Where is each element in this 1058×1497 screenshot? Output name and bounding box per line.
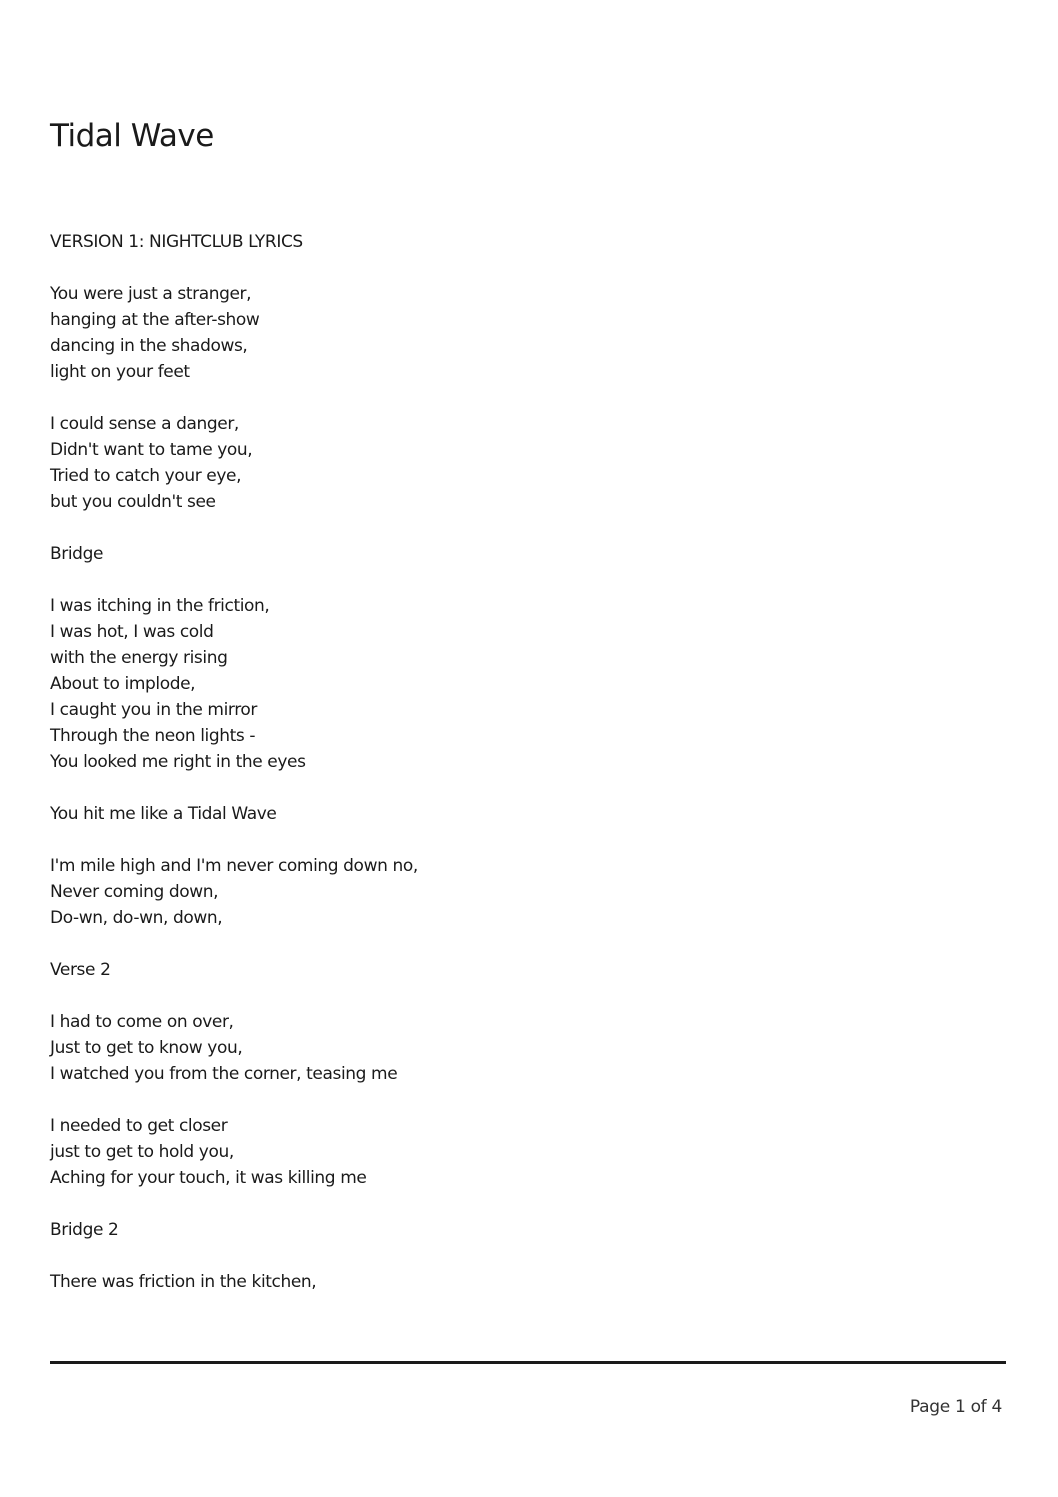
lyric-line: Bridge <box>50 544 104 564</box>
lyric-line: Through the neon lights - <box>50 726 256 746</box>
blank-line <box>50 1243 990 1269</box>
lyric-line: I could sense a danger, <box>50 414 239 434</box>
blank-line <box>50 1191 990 1217</box>
blank-line <box>50 983 990 1009</box>
footer-divider <box>50 1361 1006 1364</box>
lyric-line: I was hot, I was cold <box>50 622 214 642</box>
lyric-line: You hit me like a Tidal Wave <box>50 804 277 824</box>
blank-line <box>50 567 990 593</box>
lyric-line: I needed to get closer <box>50 1116 228 1136</box>
lyric-line: VERSION 1: NIGHTCLUB LYRICS <box>50 232 303 252</box>
lyric-line: There was friction in the kitchen, <box>50 1272 317 1292</box>
lyric-line: You looked me right in the eyes <box>50 752 306 772</box>
lyric-line: hanging at the after-show <box>50 310 260 330</box>
lyric-line: I had to come on over, <box>50 1012 234 1032</box>
lyric-line: Bridge 2 <box>50 1220 119 1240</box>
lyric-line: light on your feet <box>50 362 190 382</box>
lyric-line: I'm mile high and I'm never coming down no, <box>50 856 418 876</box>
lyric-line: dancing in the shadows, <box>50 336 248 356</box>
lyric-line: with the energy rising <box>50 648 228 668</box>
lyric-line: Verse 2 <box>50 960 111 980</box>
lyric-line: I caught you in the mirror <box>50 700 258 720</box>
lyric-line: You were just a stranger, <box>50 284 252 304</box>
lyric-line: but you couldn't see <box>50 492 216 512</box>
blank-line <box>50 515 990 541</box>
blank-line <box>50 775 990 801</box>
lyric-line: just to get to hold you, <box>50 1142 234 1162</box>
lyric-line: Aching for your touch, it was killing me <box>50 1168 367 1188</box>
page-number: Page 1 of 4 <box>909 1397 1002 1417</box>
lyric-line: Tried to catch your eye, <box>50 466 242 486</box>
blank-line <box>50 255 990 281</box>
lyric-line: I watched you from the corner, teasing me <box>50 1064 398 1084</box>
lyric-line: Didn't want to tame you, <box>50 440 253 460</box>
document-title: Tidal Wave <box>50 118 214 154</box>
blank-line <box>50 385 990 411</box>
lyric-line: I was itching in the friction, <box>50 596 270 616</box>
lyric-line: About to implode, <box>50 674 196 694</box>
lyrics-body <box>50 229 990 1295</box>
blank-line <box>50 827 990 853</box>
lyric-line: Do-wn, do-wn, down, <box>50 908 223 928</box>
lyric-line: Just to get to know you, <box>50 1038 243 1058</box>
blank-line <box>50 931 990 957</box>
lyric-line: Never coming down, <box>50 882 219 902</box>
blank-line <box>50 1087 990 1113</box>
